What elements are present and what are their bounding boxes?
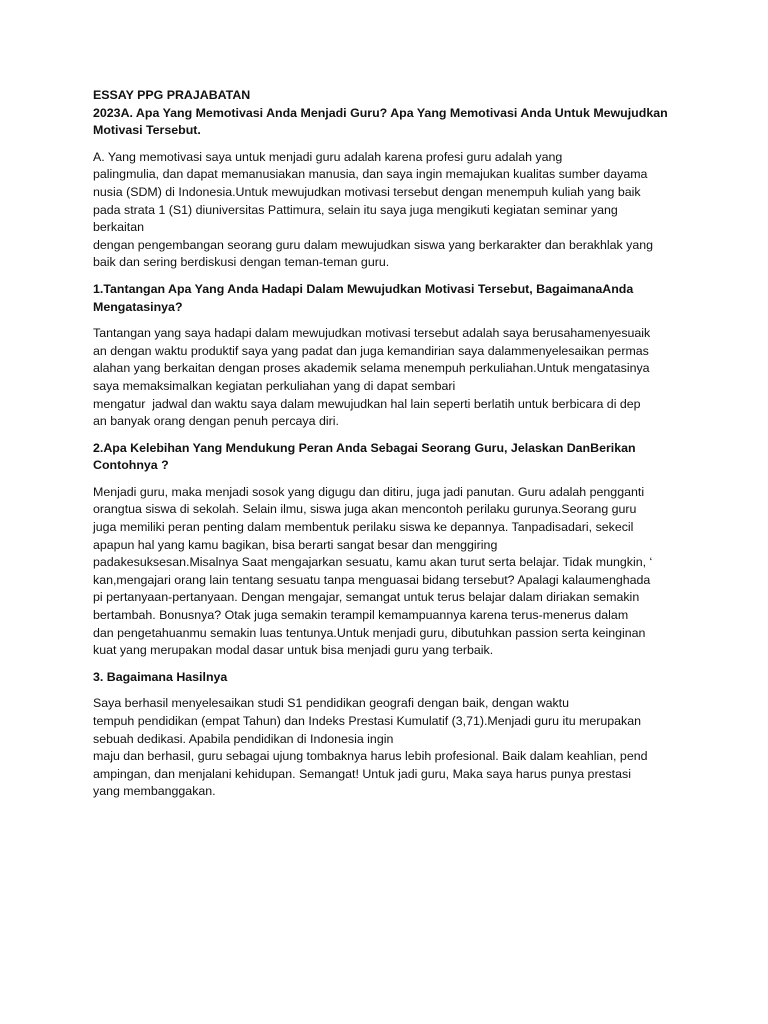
answer-3-line-5: ampingan, dan menjalani kehidupan. Semangat! Untuk jadi guru, Maka saya harus punya prestasi [93,766,631,781]
answer-main-line-4: pada strata 1 (S1) diuniversitas Pattimura, selain itu saya juga mengikuti kegiatan seminar yang [93,202,618,217]
answer-main [93,149,681,272]
answer-3-line-6: yang membanggakan. [93,784,216,799]
answer-1-line-2: an dengan waktu produktif saya yang padat dan juga kemandirian saya dalammenyelesaikan permas [93,343,649,358]
answer-2-line-7: pi pertanyaan-pertanyaan. Dengan mengajar, semangat untuk terus belajar dalam diriakan semakin [93,590,640,605]
answer-2-line-2: orangtua siswa di sekolah. Selain ilmu, siswa juga akan mencontoh perilaku gurunya.Seorang guru [93,502,637,517]
answer-2-line-4: apapun hal yang kamu bagikan, bisa berarti sangat besar dan menggiring [93,537,498,552]
question-2 [93,440,681,475]
question-1-line-1: 1.Tantangan Apa Yang Anda Hadapi Dalam Mewujudkan Motivasi Tersebut, BagaimanaAnda [93,281,634,296]
answer-3-line-4: maju dan berhasil, guru sebagai ujung tombaknya harus lebih profesional. Baik dalam keahlian, pend [93,749,648,764]
answer-1-line-5: mengatur jadwal dan waktu saya dalam mewujudkan hal lain seperti berlatih untuk berbicara di dep [93,396,641,411]
answer-3 [93,695,681,801]
answer-2-line-10: kuat yang merupakan modal dasar untuk bisa menjadi guru yang terbaik. [93,643,494,658]
answer-2-line-5: padakesuksesan.Misalnya Saat mengajarkan sesuatu, kamu akan turut serta belajar. Tidak mungkin, ‘ [93,555,653,570]
answer-2 [93,484,681,660]
question-2-line-2: Contohnya ? [93,458,169,473]
answer-main-line-7: baik dan sering berdiskusi dengan teman-teman guru. [93,255,390,270]
answer-1-line-4: saya memaksimalkan kegiatan perkuliahan yang di dapat sembari [93,378,456,393]
question-main-line-1: 2023A. Apa Yang Memotivasi Anda Menjadi Guru? Apa Yang Memotivasi Anda Untuk Mewujudkan [93,105,668,120]
answer-1 [93,325,681,431]
answer-2-line-9: dan pengetahuanmu semakin luas tentunya.Untuk menjadi guru, dibutuhkan passion serta keinginan [93,625,646,640]
question-main-line-2: Motivasi Tersebut. [93,123,201,138]
answer-3-line-3: sebuah dedikasi. Apabila pendidikan di Indonesia ingin [93,731,394,746]
answer-2-line-3: juga memiliki peran penting dalam membentuk perilaku siswa ke depannya. Tanpadisadari, sekecil [93,520,634,535]
answer-main-line-6: dengan pengembangan seorang guru dalam mewujudkan siswa yang berkarakter dan berakhlak yang [93,237,654,252]
question-1 [93,281,681,316]
answer-main-line-5: berkaitan [93,220,144,235]
document-title: ESSAY PPG PRAJABATAN [93,88,251,102]
answer-2-line-8: bertambah. Bonusnya? Otak juga semakin terampil kemampuannya karena terus-menerus dalam [93,608,629,623]
answer-1-line-6: an banyak orang dengan penuh percaya diri. [93,414,339,429]
answer-1-line-1: Tantangan yang saya hadapi dalam mewujudkan motivasi tersebut adalah saya berusahamenyesuaik [93,326,651,341]
answer-main-line-1: A. Yang memotivasi saya untuk menjadi guru adalah karena profesi guru adalah yang [93,149,563,164]
answer-1-line-3: alahan yang berkaitan dengan proses akademik selama menempuh perkuliahan.Untuk mengatasinya [93,361,650,376]
question-3 [93,669,681,687]
question-main [93,105,681,140]
answer-3-line-2: tempuh pendidikan (empat Tahun) dan Indeks Prestasi Kumulatif (3,71).Menjadi guru itu merupakan [93,714,642,728]
question-3-line-1: 3. Bagaimana Hasilnya [93,669,228,684]
answer-main-line-3: nusia (SDM) di Indonesia.Untuk mewujudkan motivasi tersebut dengan menempuh kuliah yang baik [93,184,641,199]
answer-2-line-6: kan,mengajari orang lain tentang sesuatu tanpa menguasai bidang tersebut? Apalagi kalaumenghada [93,572,651,587]
answer-2-line-1: Menjadi guru, maka menjadi sosok yang digugu dan ditiru, juga jadi panutan. Guru adalah pengganti [93,484,645,499]
question-1-line-2: Mengatasinya? [93,299,183,314]
answer-main-line-2: palingmulia, dan dapat memanusiakan manusia, dan saya ingin memajukan kualitas sumber dayama [93,167,648,182]
document-page [93,87,681,801]
answer-3-line-1: Saya berhasil menyelesaikan studi S1 pendidikan geografi dengan baik, dengan waktu [93,696,569,711]
question-2-line-1: 2.Apa Kelebihan Yang Mendukung Peran Anda Sebagai Seorang Guru, Jelaskan DanBerikan [93,440,636,455]
